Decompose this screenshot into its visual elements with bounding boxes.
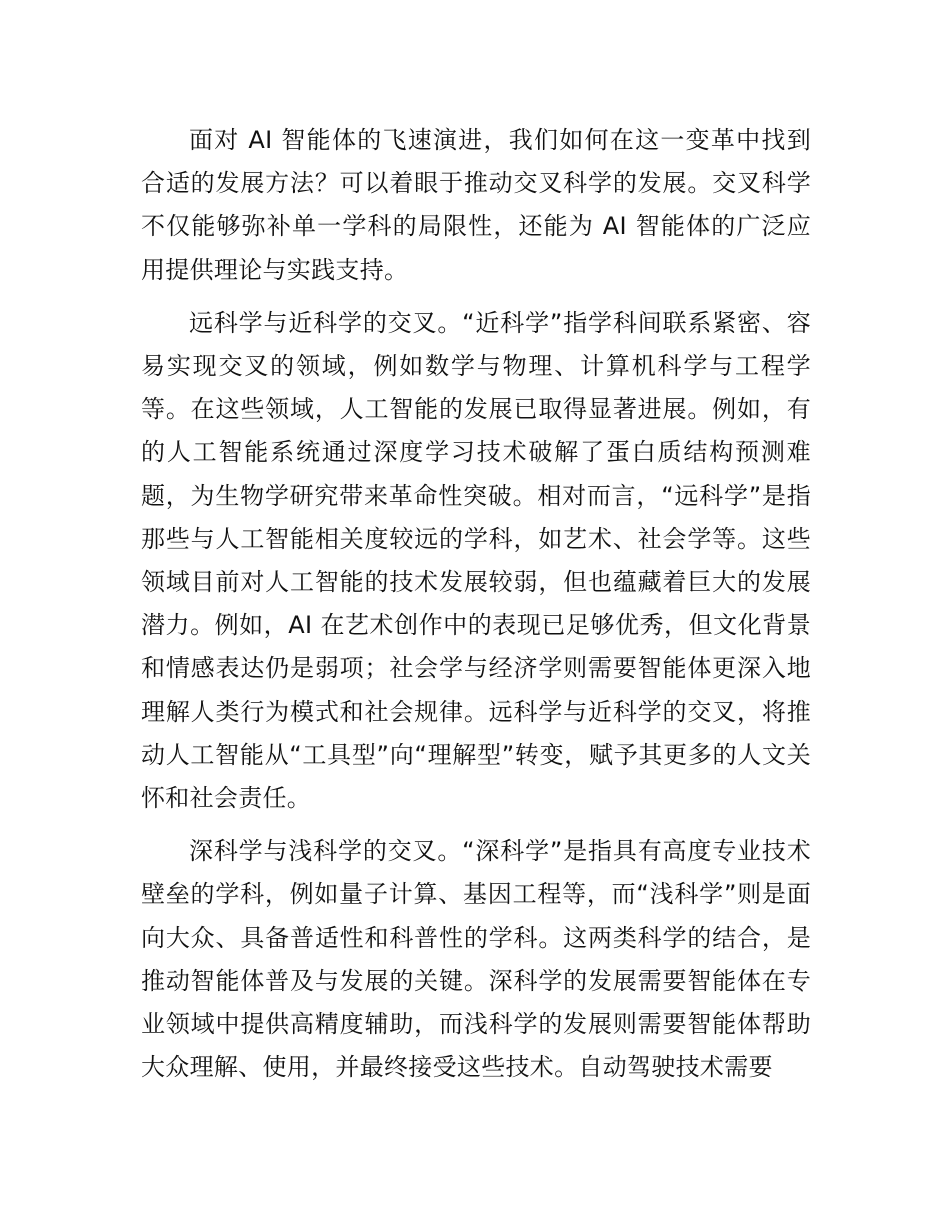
paragraph-ai-agent-intro: 面对 AI 智能体的飞速演进，我们如何在这一变革中找到合适的发展方法？可以着眼于推动交叉科学的发展。交叉科学不仅能够弥补单一学科的局限性，还能为 AI 智能体的广泛应用提供理论与实践支持。 — [141, 126, 811, 284]
paragraph-deep-shallow-science: 深科学与浅科学的交叉。“深科学”是指具有高度专业技术壁垒的学科，例如量子计算、基因工程等，而“浅科学”则是面向大众、具备普适性和科普性的学科。这两类科学的结合，是推动智能体普及与发展的关键。深科学的发展需要智能体在专业领域中提供高精度辅助，而浅科学的发展则需要智能体帮助大众理解、使用，并最终接受这些技术。自动驾驶技术需要 — [141, 837, 811, 1082]
paragraph-far-near-science: 远科学与近科学的交叉。“近科学”指学科间联系紧密、容易实现交叉的领域，例如数学与物理、计算机科学与工程学等。在这些领域，人工智能的发展已取得显著进展。例如，有的人工智能系统通过深度学习技术破解了蛋白质结构预测难题，为生物学研究带来革命性突破。相对而言，“远科学”是指那些与人工智能相关度较远的学科，如艺术、社会学等。这些领域目前对人工智能的技术发展较弱，但也蕴藏着巨大的发展潜力。例如，AI 在艺术创作中的表现已足够优秀，但文化背景和情感表达仍是弱项；社会学与经济学则需要智能体更深入地理解人类行为模式和社会规律。远科学与近科学的交叉，将推动人工智能从“工具型”向“理解型”转变，赋予其更多的人文关怀和社会责任。 — [141, 308, 811, 813]
body-text — [141, 119, 811, 1099]
